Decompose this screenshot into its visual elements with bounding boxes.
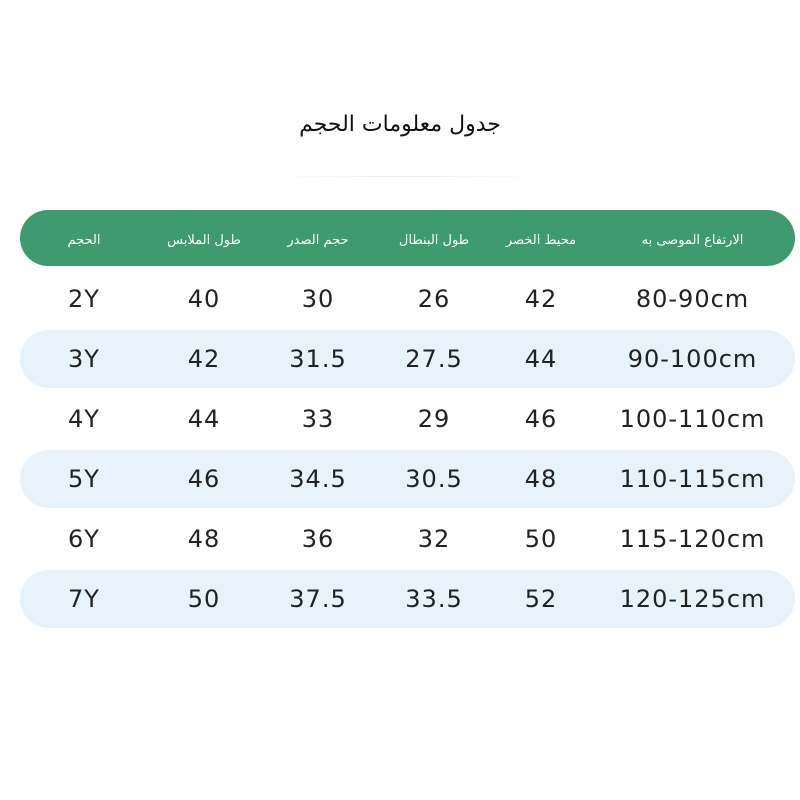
table-row (20, 450, 795, 508)
cell-pants-length: 33.5 (405, 585, 463, 613)
cell-waist: 42 (524, 285, 558, 313)
cell-size: 2Y (68, 285, 100, 313)
cell-size: 7Y (68, 585, 100, 613)
cell-recommended-height: 80-90cm (635, 285, 750, 313)
cell-recommended-height: 90-100cm (627, 345, 758, 373)
cell-size: 5Y (68, 465, 100, 493)
cell-chest-size: 33 (301, 405, 335, 433)
header-size: الحجم (67, 232, 101, 248)
cell-recommended-height: 100-110cm (619, 405, 766, 433)
header-waist: محيط الخصر (505, 232, 577, 248)
title-divider (270, 176, 540, 177)
header-pants-length: طول البنطال (398, 232, 470, 248)
cell-pants-length: 27.5 (405, 345, 463, 373)
cell-waist: 52 (524, 585, 558, 613)
cell-waist: 44 (524, 345, 558, 373)
cell-waist: 48 (524, 465, 558, 493)
cell-clothing-length: 48 (187, 525, 221, 553)
table-row (20, 570, 795, 628)
table-row (20, 390, 795, 448)
cell-pants-length: 29 (417, 405, 451, 433)
cell-clothing-length: 44 (187, 405, 221, 433)
cell-size: 3Y (68, 345, 100, 373)
table-row (20, 330, 795, 388)
table-row (20, 510, 795, 568)
table-header-row (20, 210, 795, 266)
cell-clothing-length: 50 (187, 585, 221, 613)
cell-chest-size: 31.5 (289, 345, 347, 373)
cell-pants-length: 26 (417, 285, 451, 313)
cell-recommended-height: 115-120cm (619, 525, 766, 553)
cell-size: 6Y (68, 525, 100, 553)
cell-waist: 50 (524, 525, 558, 553)
cell-chest-size: 34.5 (289, 465, 347, 493)
cell-chest-size: 36 (301, 525, 335, 553)
header-chest-size: حجم الصدر (287, 232, 349, 248)
cell-clothing-length: 42 (187, 345, 221, 373)
table-row (20, 270, 795, 328)
header-recommended-height: الارتفاع الموصى به (641, 232, 744, 248)
cell-pants-length: 30.5 (405, 465, 463, 493)
cell-recommended-height: 110-115cm (619, 465, 766, 493)
cell-waist: 46 (524, 405, 558, 433)
cell-chest-size: 37.5 (289, 585, 347, 613)
cell-size: 4Y (68, 405, 100, 433)
size-table (20, 210, 795, 628)
cell-recommended-height: 120-125cm (619, 585, 766, 613)
cell-clothing-length: 46 (187, 465, 221, 493)
header-clothing-length: طول الملابس (167, 232, 241, 248)
page-title: جدول معلومات الحجم (299, 112, 501, 137)
cell-pants-length: 32 (417, 525, 451, 553)
cell-clothing-length: 40 (187, 285, 221, 313)
cell-chest-size: 30 (301, 285, 335, 313)
